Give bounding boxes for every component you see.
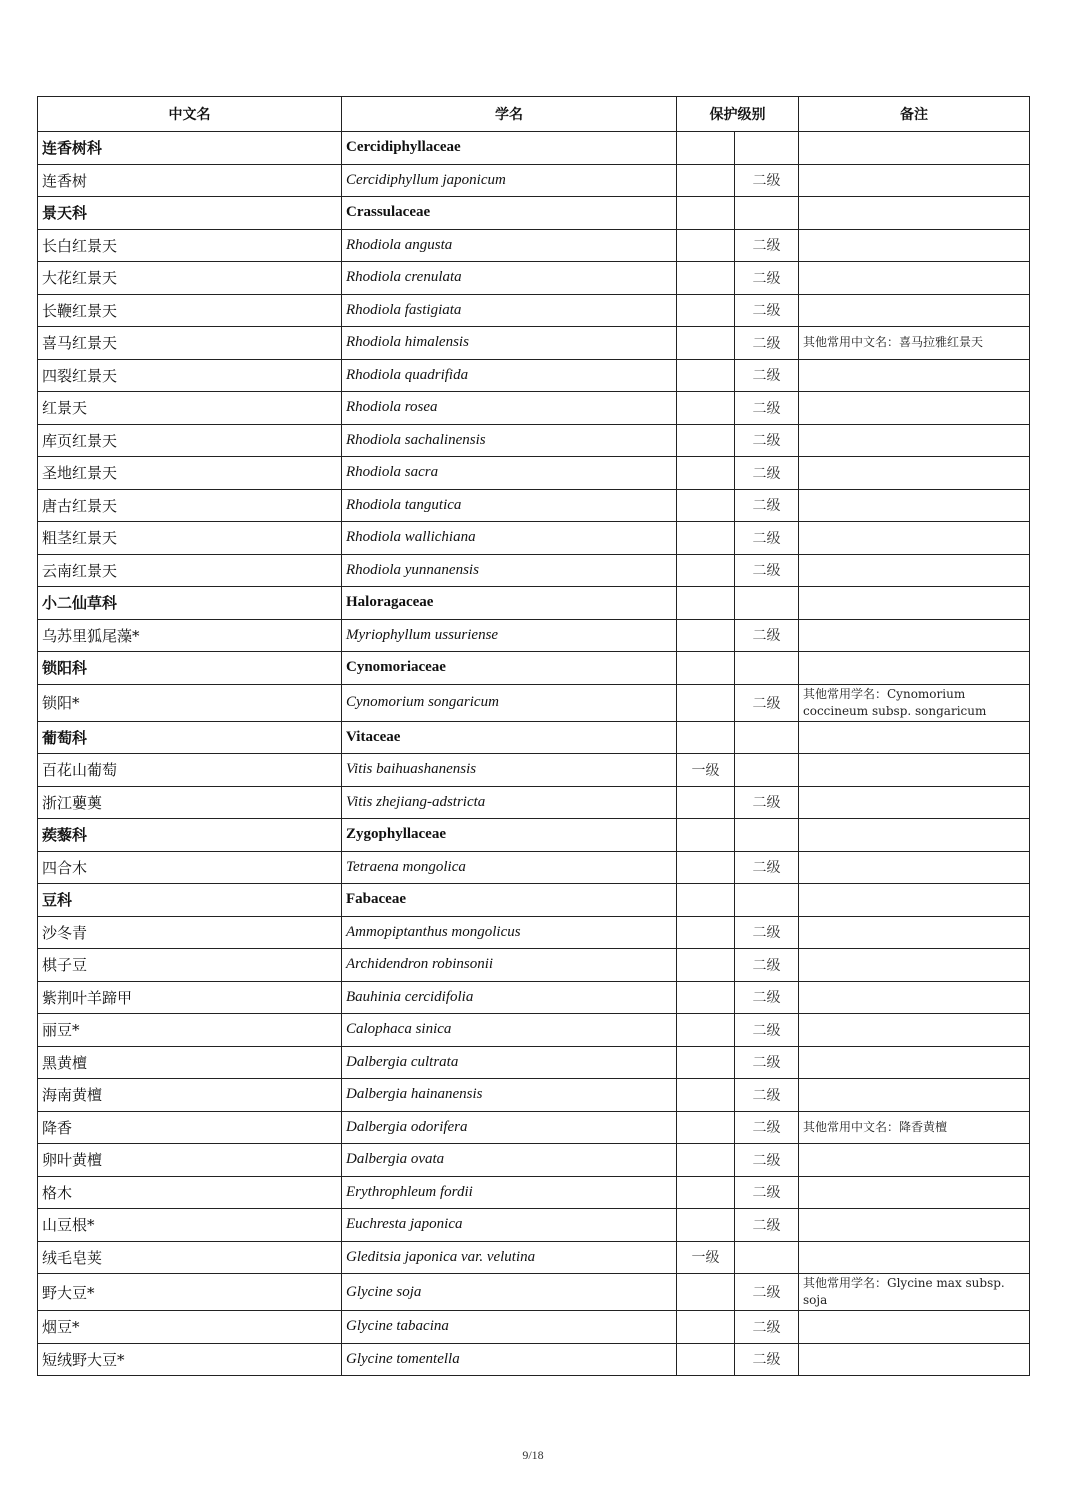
cell-level-second: 二级 [735,1274,799,1311]
cell-scientific-name: Cercidiphyllum japonicum [342,164,677,197]
cell-scientific-name: Vitis baihuashanensis [342,754,677,787]
cell-level-first: 一级 [677,1241,735,1274]
species-row [38,786,1030,819]
cell-chinese-name: 棋子豆 [38,949,342,982]
cell-chinese-name: 四合木 [38,851,342,884]
cell-level-first [677,981,735,1014]
cell-chinese-name: 紫荆叶羊蹄甲 [38,981,342,1014]
species-row [38,489,1030,522]
cell-scientific-name: Rhodiola sacra [342,457,677,490]
cell-level-second: 二级 [735,1311,799,1344]
cell-scientific-name: Rhodiola rosea [342,392,677,425]
cell-chinese-name: 豆科 [38,884,342,917]
cell-level-second: 二级 [735,457,799,490]
cell-level-second [735,819,799,852]
cell-note [799,554,1030,587]
cell-scientific-name: Fabaceae [342,884,677,917]
cell-chinese-name: 短绒野大豆* [38,1343,342,1376]
cell-level-first [677,1014,735,1047]
cell-chinese-name: 降香 [38,1111,342,1144]
header-chinese-name: 中文名 [38,97,342,132]
cell-level-second: 二级 [735,981,799,1014]
cell-note [799,1046,1030,1079]
cell-note [799,294,1030,327]
page-number: 9/18 [522,1448,544,1462]
cell-scientific-name: Rhodiola sachalinensis [342,424,677,457]
cell-note [799,884,1030,917]
cell-scientific-name: Tetraena mongolica [342,851,677,884]
cell-level-second: 二级 [735,916,799,949]
cell-level-first [677,684,735,721]
cell-level-second: 二级 [735,554,799,587]
cell-note: 其他常用中文名：喜马拉雅红景天 [799,327,1030,360]
cell-note [799,819,1030,852]
cell-chinese-name: 红景天 [38,392,342,425]
cell-note [799,132,1030,165]
cell-chinese-name: 喜马红景天 [38,327,342,360]
cell-level-first [677,327,735,360]
cell-chinese-name: 景天科 [38,197,342,230]
species-row [38,359,1030,392]
cell-note [799,721,1030,754]
cell-chinese-name: 野大豆* [38,1274,342,1311]
cell-level-first [677,884,735,917]
cell-scientific-name: Cynomorium songaricum [342,684,677,721]
cell-level-first [677,1144,735,1177]
cell-scientific-name: Vitaceae [342,721,677,754]
cell-level-first [677,522,735,555]
species-row [38,1079,1030,1112]
cell-level-first [677,587,735,620]
cell-level-second [735,754,799,787]
cell-chinese-name: 乌苏里狐尾藻* [38,619,342,652]
cell-scientific-name: Rhodiola wallichiana [342,522,677,555]
cell-note [799,489,1030,522]
cell-scientific-name: Archidendron robinsonii [342,949,677,982]
cell-note [799,587,1030,620]
cell-note [799,262,1030,295]
cell-level-first [677,359,735,392]
cell-scientific-name: Rhodiola himalensis [342,327,677,360]
cell-chinese-name: 大花红景天 [38,262,342,295]
species-row [38,684,1030,721]
cell-chinese-name: 葡萄科 [38,721,342,754]
cell-level-first [677,1209,735,1242]
cell-note [799,981,1030,1014]
cell-level-second [735,587,799,620]
cell-level-second: 二级 [735,489,799,522]
cell-level-second: 二级 [735,1343,799,1376]
cell-level-second: 二级 [735,262,799,295]
cell-scientific-name: Cercidiphyllaceae [342,132,677,165]
species-row [38,327,1030,360]
cell-scientific-name: Calophaca sinica [342,1014,677,1047]
cell-level-first [677,851,735,884]
family-row [38,884,1030,917]
cell-level-first [677,1046,735,1079]
cell-level-first [677,164,735,197]
cell-note [799,949,1030,982]
species-row [38,229,1030,262]
species-row [38,1209,1030,1242]
cell-note [799,164,1030,197]
cell-level-second: 二级 [735,1209,799,1242]
cell-level-first [677,392,735,425]
species-row [38,1014,1030,1047]
cell-chinese-name: 山豆根* [38,1209,342,1242]
species-row [38,619,1030,652]
header-notes: 备注 [799,97,1030,132]
species-table [37,96,1030,1376]
cell-chinese-name: 长鞭红景天 [38,294,342,327]
cell-level-first [677,786,735,819]
cell-chinese-name: 粗茎红景天 [38,522,342,555]
cell-chinese-name: 卵叶黄檀 [38,1144,342,1177]
cell-level-second [735,721,799,754]
cell-note [799,197,1030,230]
cell-scientific-name: Dalbergia ovata [342,1144,677,1177]
cell-level-second [735,1241,799,1274]
cell-scientific-name: Rhodiola angusta [342,229,677,262]
cell-scientific-name: Rhodiola tangutica [342,489,677,522]
cell-chinese-name: 百花山葡萄 [38,754,342,787]
cell-level-second: 二级 [735,359,799,392]
cell-level-second: 二级 [735,619,799,652]
header-protection-level: 保护级别 [677,97,799,132]
cell-level-first [677,1111,735,1144]
cell-chinese-name: 海南黄檀 [38,1079,342,1112]
cell-level-first [677,457,735,490]
cell-level-second: 二级 [735,1079,799,1112]
cell-scientific-name: Euchresta japonica [342,1209,677,1242]
family-row [38,132,1030,165]
cell-level-second: 二级 [735,851,799,884]
species-row [38,164,1030,197]
cell-level-second: 二级 [735,1014,799,1047]
cell-note [799,1176,1030,1209]
species-row [38,294,1030,327]
cell-note [799,1209,1030,1242]
species-row [38,1241,1030,1274]
cell-level-second: 二级 [735,522,799,555]
cell-chinese-name: 云南红景天 [38,554,342,587]
cell-scientific-name: Dalbergia hainanensis [342,1079,677,1112]
species-row [38,916,1030,949]
header-scientific-name: 学名 [342,97,677,132]
header-row [38,97,1030,132]
cell-chinese-name: 长白红景天 [38,229,342,262]
cell-note [799,619,1030,652]
cell-scientific-name: Cynomoriaceae [342,652,677,685]
cell-note [799,1343,1030,1376]
cell-scientific-name: Rhodiola crenulata [342,262,677,295]
cell-scientific-name: Gleditsia japonica var. velutina [342,1241,677,1274]
cell-scientific-name: Dalbergia cultrata [342,1046,677,1079]
species-row [38,1176,1030,1209]
cell-level-second: 二级 [735,424,799,457]
species-row [38,1111,1030,1144]
cell-level-first [677,652,735,685]
cell-level-second: 二级 [735,294,799,327]
species-row [38,1311,1030,1344]
cell-level-first [677,262,735,295]
cell-level-second [735,132,799,165]
cell-level-first [677,1274,735,1311]
species-row [38,1343,1030,1376]
cell-level-first [677,916,735,949]
species-row [38,1144,1030,1177]
family-row [38,819,1030,852]
cell-note: 其他常用学名：Glycine max subsp. soja [799,1274,1030,1311]
cell-note [799,522,1030,555]
cell-level-first [677,819,735,852]
cell-level-first [677,721,735,754]
cell-note [799,457,1030,490]
cell-chinese-name: 绒毛皂荚 [38,1241,342,1274]
cell-scientific-name: Crassulaceae [342,197,677,230]
cell-chinese-name: 连香树 [38,164,342,197]
cell-chinese-name: 蒺藜科 [38,819,342,852]
cell-scientific-name: Dalbergia odorifera [342,1111,677,1144]
cell-level-first [677,619,735,652]
cell-note [799,229,1030,262]
cell-level-second: 二级 [735,1111,799,1144]
cell-level-second: 二级 [735,164,799,197]
cell-chinese-name: 圣地红景天 [38,457,342,490]
cell-note [799,392,1030,425]
cell-level-first [677,294,735,327]
cell-note [799,652,1030,685]
cell-note [799,851,1030,884]
cell-scientific-name: Zygophyllaceae [342,819,677,852]
cell-note: 其他常用中文名：降香黄檀 [799,1111,1030,1144]
cell-note [799,359,1030,392]
species-row [38,457,1030,490]
cell-level-second [735,652,799,685]
cell-scientific-name: Bauhinia cercidifolia [342,981,677,1014]
species-row [38,851,1030,884]
species-row [38,392,1030,425]
cell-note [799,916,1030,949]
cell-chinese-name: 浙江蘡薁 [38,786,342,819]
species-row [38,522,1030,555]
cell-level-second: 二级 [735,1176,799,1209]
family-row [38,721,1030,754]
cell-note [799,1241,1030,1274]
cell-level-second: 二级 [735,684,799,721]
cell-level-second: 二级 [735,1144,799,1177]
cell-chinese-name: 唐古红景天 [38,489,342,522]
cell-chinese-name: 烟豆* [38,1311,342,1344]
cell-scientific-name: Ammopiptanthus mongolicus [342,916,677,949]
species-row [38,554,1030,587]
cell-note [799,1014,1030,1047]
cell-scientific-name: Glycine tomentella [342,1343,677,1376]
cell-level-second [735,884,799,917]
cell-chinese-name: 锁阳* [38,684,342,721]
cell-level-second [735,197,799,230]
cell-level-second: 二级 [735,229,799,262]
cell-chinese-name: 黑黄檀 [38,1046,342,1079]
cell-level-first [677,1343,735,1376]
cell-level-first [677,949,735,982]
cell-scientific-name: Haloragaceae [342,587,677,620]
cell-level-first [677,424,735,457]
cell-chinese-name: 沙冬青 [38,916,342,949]
cell-scientific-name: Erythrophleum fordii [342,1176,677,1209]
cell-scientific-name: Glycine tabacina [342,1311,677,1344]
family-row [38,587,1030,620]
cell-chinese-name: 丽豆* [38,1014,342,1047]
cell-level-second: 二级 [735,327,799,360]
cell-level-first: 一级 [677,754,735,787]
cell-level-first [677,197,735,230]
cell-note [799,1311,1030,1344]
species-row [38,949,1030,982]
cell-scientific-name: Vitis zhejiang-adstricta [342,786,677,819]
species-row [38,754,1030,787]
cell-level-second: 二级 [735,392,799,425]
cell-level-first [677,489,735,522]
cell-scientific-name: Rhodiola fastigiata [342,294,677,327]
cell-note [799,1079,1030,1112]
cell-chinese-name: 四裂红景天 [38,359,342,392]
species-row [38,1046,1030,1079]
species-row [38,1274,1030,1311]
species-row [38,981,1030,1014]
cell-scientific-name: Glycine soja [342,1274,677,1311]
cell-chinese-name: 小二仙草科 [38,587,342,620]
cell-level-first [677,1176,735,1209]
cell-note [799,754,1030,787]
cell-level-first [677,1311,735,1344]
cell-scientific-name: Rhodiola quadrifida [342,359,677,392]
cell-level-first [677,229,735,262]
cell-level-first [677,1079,735,1112]
cell-note [799,424,1030,457]
cell-level-first [677,132,735,165]
cell-level-first [677,554,735,587]
cell-note [799,1144,1030,1177]
cell-chinese-name: 锁阳科 [38,652,342,685]
cell-scientific-name: Rhodiola yunnanensis [342,554,677,587]
species-row [38,424,1030,457]
cell-level-second: 二级 [735,786,799,819]
cell-chinese-name: 库页红景天 [38,424,342,457]
species-row [38,262,1030,295]
family-row [38,652,1030,685]
cell-note [799,786,1030,819]
cell-level-second: 二级 [735,1046,799,1079]
cell-scientific-name: Myriophyllum ussuriense [342,619,677,652]
cell-note: 其他常用学名：Cynomorium coccineum subsp. songaricum [799,684,1030,721]
cell-chinese-name: 连香树科 [38,132,342,165]
cell-chinese-name: 格木 [38,1176,342,1209]
cell-level-second: 二级 [735,949,799,982]
family-row [38,197,1030,230]
table-body [38,132,1030,1376]
